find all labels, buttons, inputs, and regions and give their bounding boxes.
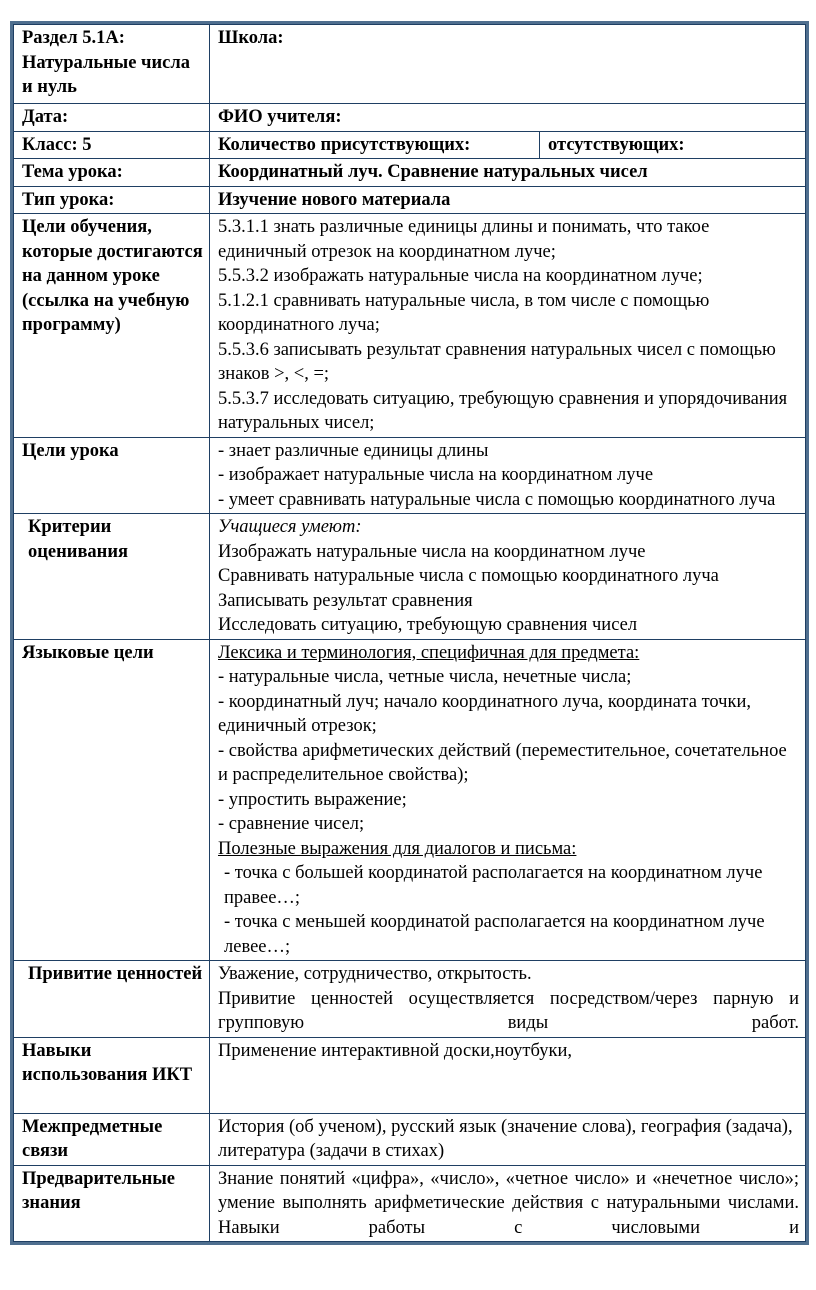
lesson-plan-sheet bbox=[10, 21, 809, 1245]
values-item: Уважение, сотрудничество, открытость. bbox=[218, 964, 532, 984]
row-section bbox=[14, 25, 806, 104]
criteria-label: Критерии оценивания bbox=[14, 514, 210, 640]
row-learning-goals bbox=[14, 214, 806, 438]
lesson-goal-item: - умеет сравнивать натуральные числа с помощью координатного луча bbox=[218, 489, 776, 510]
date-label: Дата: bbox=[14, 104, 210, 132]
row-prior-knowledge bbox=[14, 1165, 806, 1242]
criteria-item: Сравнивать натуральные числа с помощью координатного луча bbox=[218, 566, 719, 586]
phrases-heading: Полезные выражения для диалогов и письма: bbox=[218, 838, 577, 859]
ict-label: Навыки использования ИКТ bbox=[14, 1037, 210, 1113]
row-lesson-goals bbox=[14, 437, 806, 514]
criteria-item: Записывать результат сравнения bbox=[218, 590, 473, 611]
learning-goal-item: 5.3.1.1 знать различные единицы длины и понимать, что такое единичный отрезок на координатном луче; bbox=[218, 217, 710, 262]
learning-goal-item: 5.1.2.1 сравнивать натуральные числа, в том числе с помощью координатного луча; bbox=[218, 290, 710, 335]
lesson-goal-item: - изображает натуральные числа на координатном луче bbox=[218, 465, 654, 485]
learning-goals-cell bbox=[210, 214, 806, 438]
learning-goal-item: 5.5.3.2 изображать натуральные числа на координатном луче; bbox=[218, 266, 703, 286]
phrase-item: - точка с меньшей координатой располагается на координатном луче левее…; bbox=[224, 912, 765, 957]
language-goals-label: Языковые цели bbox=[14, 639, 210, 961]
type-value: Изучение нового материала bbox=[210, 186, 806, 214]
ict-value: Применение интерактивной доски,ноутбуки, bbox=[210, 1037, 806, 1113]
vocab-item: - натуральные числа, четные числа, нечетные числа; bbox=[218, 667, 632, 687]
language-goals-cell bbox=[210, 639, 806, 961]
present-label: Количество присутствующих: bbox=[210, 131, 540, 159]
class-label: Класс: 5 bbox=[14, 131, 210, 159]
row-values bbox=[14, 961, 806, 1038]
learning-goals-label: Цели обучения, которые достигаются на данном уроке (ссылка на учебную программу) bbox=[14, 214, 210, 438]
teacher-label: ФИО учителя: bbox=[210, 104, 806, 132]
criteria-item: Изображать натуральные числа на координатном луче bbox=[218, 541, 646, 562]
learning-goal-item: 5.5.3.6 записывать результат сравнения натуральных чисел с помощью знаков >, <, =; bbox=[218, 339, 776, 384]
vocab-item: - координатный луч; начало координатного луча, координата точки, единичный отрезок; bbox=[218, 691, 751, 736]
row-ict bbox=[14, 1037, 806, 1113]
lesson-plan-table bbox=[13, 24, 806, 1242]
phrase-item: - точка с большей координатой располагается на координатном луче правее…; bbox=[224, 863, 763, 908]
vocab-item: - упростить выражение; bbox=[218, 789, 407, 810]
vocab-item: - сравнение чисел; bbox=[218, 814, 365, 834]
values-label: Привитие ценностей bbox=[14, 961, 210, 1038]
type-label: Тип урока: bbox=[14, 186, 210, 214]
learning-goal-item: 5.5.3.7 исследовать ситуацию, требующую сравнения и упорядочивания натуральных чисел; bbox=[218, 388, 788, 433]
criteria-cell bbox=[210, 514, 806, 640]
school-label: Школа: bbox=[210, 25, 806, 104]
lesson-goal-item: - знает различные единицы длины bbox=[218, 440, 489, 461]
topic-value: Координатный луч. Сравнение натуральных чисел bbox=[210, 159, 806, 187]
prior-knowledge-value: Знание понятий «цифра», «число», «четное число» и «нечетное число»; умение выполнять арифметические действия с натуральными числами. Навыки работы с числовыми и bbox=[210, 1165, 806, 1242]
criteria-intro: Учащиеся умеют: bbox=[218, 517, 362, 537]
values-item: Привитие ценностей осуществляется посредством/через парную и групповую виды работ. bbox=[218, 988, 799, 1033]
prior-knowledge-label: Предварительные знания bbox=[14, 1165, 210, 1242]
row-type bbox=[14, 186, 806, 214]
interdisciplinary-label: Межпредметные связи bbox=[14, 1113, 210, 1165]
topic-label: Тема урока: bbox=[14, 159, 210, 187]
lesson-goals-label: Цели урока bbox=[14, 437, 210, 514]
lesson-goals-cell bbox=[210, 437, 806, 514]
vocab-heading: Лексика и терминология, специфичная для предмета: bbox=[218, 642, 640, 663]
values-cell bbox=[210, 961, 806, 1038]
row-criteria bbox=[14, 514, 806, 640]
row-topic bbox=[14, 159, 806, 187]
row-language-goals bbox=[14, 639, 806, 961]
row-interdisciplinary bbox=[14, 1113, 806, 1165]
section-label: Раздел 5.1А: Натуральные числа и нуль bbox=[14, 25, 210, 104]
interdisciplinary-value: История (об ученом), русский язык (значение слова), география (задача), литература (задачи в стихах) bbox=[210, 1113, 806, 1165]
absent-label: отсутствующих: bbox=[540, 131, 806, 159]
row-class bbox=[14, 131, 806, 159]
criteria-item: Исследовать ситуацию, требующую сравнения чисел bbox=[218, 615, 638, 635]
vocab-item: - свойства арифметических действий (переместительное, сочетательное и распределительное свойства); bbox=[218, 740, 787, 785]
row-date bbox=[14, 104, 806, 132]
